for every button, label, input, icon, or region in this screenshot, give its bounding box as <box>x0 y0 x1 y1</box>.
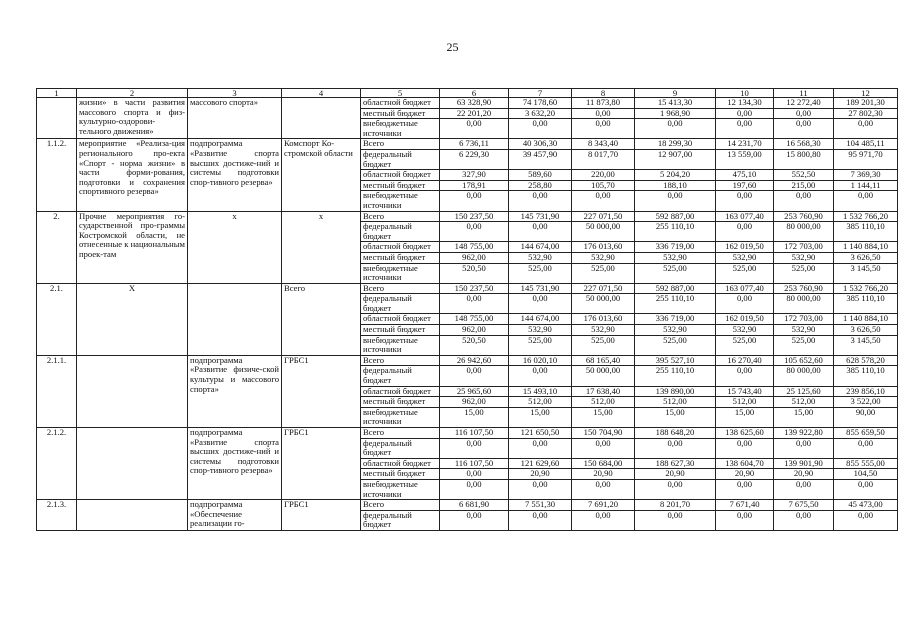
amount-cell: 855 555,00 <box>834 458 898 469</box>
amount-cell: 15 800,80 <box>774 149 834 169</box>
amount-cell: 0,00 <box>572 119 635 139</box>
amount-cell: 148 755,00 <box>440 314 509 325</box>
amount-cell: 50 000,00 <box>572 294 635 314</box>
funding-source: Всего <box>361 355 440 366</box>
amount-cell: 855 659,50 <box>834 428 898 439</box>
amount-cell: 532,90 <box>635 252 716 263</box>
amount-cell: 0,00 <box>834 479 898 499</box>
amount-cell: 13 559,00 <box>716 149 774 169</box>
amount-cell: 163 077,40 <box>716 283 774 294</box>
amount-cell: 385 110,10 <box>834 222 898 242</box>
table-row <box>37 428 898 439</box>
amount-cell: 512,00 <box>635 397 716 408</box>
amount-cell: 0,00 <box>572 108 635 119</box>
amount-cell: 150 684,00 <box>572 458 635 469</box>
amount-cell: 1 968,90 <box>635 108 716 119</box>
row-program: подпрограмма «Развитие физиче-ской культуры и массового спорта» <box>188 355 282 427</box>
amount-cell: 525,00 <box>716 263 774 283</box>
amount-cell: 0,00 <box>834 191 898 211</box>
row-activity-name: Х <box>77 283 188 355</box>
funding-source: местный бюджет <box>361 252 440 263</box>
amount-cell: 0,00 <box>509 479 572 499</box>
amount-cell: 385 110,10 <box>834 294 898 314</box>
column-header: 2 <box>77 89 188 98</box>
funding-source: Всего <box>361 283 440 294</box>
amount-cell: 255 110,10 <box>635 366 716 386</box>
amount-cell: 227 071,50 <box>572 211 635 222</box>
amount-cell: 150 237,50 <box>440 283 509 294</box>
amount-cell: 90,00 <box>834 407 898 427</box>
column-header: 8 <box>572 89 635 98</box>
amount-cell: 6 681,90 <box>440 500 509 511</box>
amount-cell: 0,00 <box>774 119 834 139</box>
column-header: 11 <box>774 89 834 98</box>
amount-cell: 525,00 <box>509 335 572 355</box>
amount-cell: 144 674,00 <box>509 314 572 325</box>
row-program: подпрограмма «Обеспечение реализации го- <box>188 500 282 531</box>
amount-cell: 27 802,30 <box>834 108 898 119</box>
amount-cell: 0,00 <box>774 191 834 211</box>
amount-cell: 8 017,70 <box>572 149 635 169</box>
amount-cell: 12 907,00 <box>635 149 716 169</box>
amount-cell: 15,00 <box>635 407 716 427</box>
amount-cell: 592 887,00 <box>635 283 716 294</box>
amount-cell: 0,00 <box>509 366 572 386</box>
amount-cell: 8 201,70 <box>635 500 716 511</box>
amount-cell: 0,00 <box>635 479 716 499</box>
amount-cell: 74 178,60 <box>509 98 572 109</box>
amount-cell: 15,00 <box>716 407 774 427</box>
amount-cell: 255 110,10 <box>635 294 716 314</box>
amount-cell: 525,00 <box>635 335 716 355</box>
amount-cell: 0,00 <box>834 510 898 530</box>
amount-cell: 40 306,30 <box>509 139 572 150</box>
column-header: 6 <box>440 89 509 98</box>
funding-source: местный бюджет <box>361 325 440 336</box>
amount-cell: 1 532 766,20 <box>834 211 898 222</box>
table-row <box>37 355 898 366</box>
amount-cell: 0,00 <box>440 119 509 139</box>
row-code: 2.1.1. <box>37 355 77 427</box>
row-activity-name <box>77 355 188 427</box>
amount-cell: 0,00 <box>635 510 716 530</box>
funding-source: местный бюджет <box>361 108 440 119</box>
amount-cell: 253 760,90 <box>774 211 834 222</box>
amount-cell: 385 110,10 <box>834 366 898 386</box>
funding-source: федеральный бюджет <box>361 222 440 242</box>
amount-cell: 11 873,80 <box>572 98 635 109</box>
amount-cell: 0,00 <box>774 510 834 530</box>
amount-cell: 215,00 <box>774 180 834 191</box>
row-code: 2. <box>37 211 77 283</box>
amount-cell: 239 856,10 <box>834 386 898 397</box>
amount-cell: 7 675,50 <box>774 500 834 511</box>
funding-source: Всего <box>361 211 440 222</box>
amount-cell: 17 638,40 <box>572 386 635 397</box>
amount-cell: 176 013,60 <box>572 242 635 253</box>
amount-cell: 16 270,40 <box>716 355 774 366</box>
row-program: подпрограмма «Развитие спорта высших достиже-ний и системы подготовки спор-тивного резерва» <box>188 139 282 211</box>
amount-cell: 0,00 <box>716 479 774 499</box>
amount-cell: 14 231,70 <box>716 139 774 150</box>
budget-table <box>36 88 898 531</box>
funding-source: внебюджетные источники <box>361 263 440 283</box>
amount-cell: 50 000,00 <box>572 366 635 386</box>
table-row <box>37 139 898 150</box>
column-header: 5 <box>361 89 440 98</box>
amount-cell: 327,90 <box>440 170 509 181</box>
amount-cell: 255 110,10 <box>635 222 716 242</box>
amount-cell: 589,60 <box>509 170 572 181</box>
amount-cell: 0,00 <box>635 191 716 211</box>
amount-cell: 15,00 <box>774 407 834 427</box>
amount-cell: 0,00 <box>774 438 834 458</box>
amount-cell: 253 760,90 <box>774 283 834 294</box>
amount-cell: 121 650,50 <box>509 428 572 439</box>
amount-cell: 520,50 <box>440 335 509 355</box>
amount-cell: 0,00 <box>509 294 572 314</box>
amount-cell: 525,00 <box>509 263 572 283</box>
funding-source: областной бюджет <box>361 458 440 469</box>
row-executor <box>282 98 361 139</box>
amount-cell: 336 719,00 <box>635 314 716 325</box>
row-code <box>37 98 77 139</box>
amount-cell: 0,00 <box>509 438 572 458</box>
amount-cell: 0,00 <box>716 366 774 386</box>
amount-cell: 188,10 <box>635 180 716 191</box>
column-header: 1 <box>37 89 77 98</box>
amount-cell: 7 369,30 <box>834 170 898 181</box>
amount-cell: 105,70 <box>572 180 635 191</box>
amount-cell: 26 942,60 <box>440 355 509 366</box>
amount-cell: 20,90 <box>774 469 834 480</box>
amount-cell: 532,90 <box>572 252 635 263</box>
amount-cell: 12 272,40 <box>774 98 834 109</box>
amount-cell: 163 077,40 <box>716 211 774 222</box>
amount-cell: 7 551,30 <box>509 500 572 511</box>
amount-cell: 525,00 <box>716 335 774 355</box>
amount-cell: 0,00 <box>440 366 509 386</box>
amount-cell: 1 532 766,20 <box>834 283 898 294</box>
row-program: массового спорта» <box>188 98 282 139</box>
amount-cell: 1 140 884,10 <box>834 314 898 325</box>
amount-cell: 138 604,70 <box>716 458 774 469</box>
amount-cell: 0,00 <box>716 119 774 139</box>
amount-cell: 20,90 <box>716 469 774 480</box>
amount-cell: 8 343,40 <box>572 139 635 150</box>
amount-cell: 532,90 <box>509 325 572 336</box>
amount-cell: 0,00 <box>509 510 572 530</box>
amount-cell: 105 652,60 <box>774 355 834 366</box>
funding-source: областной бюджет <box>361 170 440 181</box>
amount-cell: 0,00 <box>572 438 635 458</box>
amount-cell: 145 731,90 <box>509 283 572 294</box>
amount-cell: 525,00 <box>572 263 635 283</box>
table-row <box>37 283 898 294</box>
amount-cell: 3 522,00 <box>834 397 898 408</box>
amount-cell: 7 691,20 <box>572 500 635 511</box>
amount-cell: 0,00 <box>834 438 898 458</box>
amount-cell: 3 145,50 <box>834 335 898 355</box>
funding-source: федеральный бюджет <box>361 510 440 530</box>
amount-cell: 532,90 <box>635 325 716 336</box>
amount-cell: 3 632,20 <box>509 108 572 119</box>
amount-cell: 16 020,10 <box>509 355 572 366</box>
amount-cell: 520,50 <box>440 263 509 283</box>
funding-source: федеральный бюджет <box>361 438 440 458</box>
amount-cell: 0,00 <box>440 438 509 458</box>
funding-source: Всего <box>361 139 440 150</box>
amount-cell: 162 019,50 <box>716 314 774 325</box>
amount-cell: 512,00 <box>774 397 834 408</box>
amount-cell: 0,00 <box>572 510 635 530</box>
header-row <box>37 89 898 98</box>
amount-cell: 512,00 <box>716 397 774 408</box>
amount-cell: 20,90 <box>635 469 716 480</box>
page-number: 25 <box>446 40 459 54</box>
amount-cell: 172 703,00 <box>774 314 834 325</box>
amount-cell: 0,00 <box>440 510 509 530</box>
funding-source: местный бюджет <box>361 469 440 480</box>
amount-cell: 0,00 <box>774 479 834 499</box>
amount-cell: 962,00 <box>440 397 509 408</box>
funding-source: внебюджетные источники <box>361 191 440 211</box>
funding-source: Всего <box>361 428 440 439</box>
amount-cell: 0,00 <box>509 119 572 139</box>
amount-cell: 0,00 <box>440 479 509 499</box>
amount-cell: 512,00 <box>572 397 635 408</box>
amount-cell: 68 165,40 <box>572 355 635 366</box>
funding-source: федеральный бюджет <box>361 294 440 314</box>
row-code: 2.1.2. <box>37 428 77 500</box>
amount-cell: 336 719,00 <box>635 242 716 253</box>
table-row <box>37 500 898 511</box>
amount-cell: 628 578,20 <box>834 355 898 366</box>
funding-source: областной бюджет <box>361 98 440 109</box>
row-program <box>188 283 282 355</box>
amount-cell: 63 328,90 <box>440 98 509 109</box>
funding-source: Всего <box>361 500 440 511</box>
amount-cell: 188 627,30 <box>635 458 716 469</box>
amount-cell: 116 107,50 <box>440 458 509 469</box>
amount-cell: 178,91 <box>440 180 509 191</box>
row-code: 2.1.3. <box>37 500 77 531</box>
amount-cell: 80 000,00 <box>774 222 834 242</box>
amount-cell: 475,10 <box>716 170 774 181</box>
funding-source: областной бюджет <box>361 386 440 397</box>
amount-cell: 525,00 <box>572 335 635 355</box>
amount-cell: 39 457,90 <box>509 149 572 169</box>
amount-cell: 0,00 <box>572 479 635 499</box>
amount-cell: 50 000,00 <box>572 222 635 242</box>
amount-cell: 172 703,00 <box>774 242 834 253</box>
row-activity-name <box>77 500 188 531</box>
amount-cell: 150 237,50 <box>440 211 509 222</box>
amount-cell: 80 000,00 <box>774 366 834 386</box>
amount-cell: 148 755,00 <box>440 242 509 253</box>
amount-cell: 7 671,40 <box>716 500 774 511</box>
amount-cell: 197,60 <box>716 180 774 191</box>
column-header: 7 <box>509 89 572 98</box>
amount-cell: 3 626,50 <box>834 252 898 263</box>
amount-cell: 22 201,20 <box>440 108 509 119</box>
amount-cell: 0,00 <box>635 119 716 139</box>
amount-cell: 162 019,50 <box>716 242 774 253</box>
amount-cell: 15 743,40 <box>716 386 774 397</box>
amount-cell: 139 922,80 <box>774 428 834 439</box>
amount-cell: 121 629,60 <box>509 458 572 469</box>
amount-cell: 532,90 <box>774 252 834 263</box>
amount-cell: 1 144,11 <box>834 180 898 191</box>
amount-cell: 0,00 <box>716 294 774 314</box>
column-header: 3 <box>188 89 282 98</box>
amount-cell: 25 965,60 <box>440 386 509 397</box>
amount-cell: 1 140 884,10 <box>834 242 898 253</box>
amount-cell: 962,00 <box>440 325 509 336</box>
amount-cell: 512,00 <box>509 397 572 408</box>
row-program: подпрограмма «Развитие спорта высших достиже-ний и системы подготовки спор-тивного резерва» <box>188 428 282 500</box>
amount-cell: 532,90 <box>716 325 774 336</box>
amount-cell: 16 568,30 <box>774 139 834 150</box>
amount-cell: 0,00 <box>834 119 898 139</box>
amount-cell: 104 485,11 <box>834 139 898 150</box>
amount-cell: 15 493,10 <box>509 386 572 397</box>
amount-cell: 525,00 <box>774 335 834 355</box>
amount-cell: 532,90 <box>774 325 834 336</box>
funding-source: внебюджетные источники <box>361 479 440 499</box>
row-executor: ГРБС1 <box>282 428 361 500</box>
amount-cell: 0,00 <box>440 222 509 242</box>
amount-cell: 220,00 <box>572 170 635 181</box>
amount-cell: 20,90 <box>509 469 572 480</box>
amount-cell: 139 901,90 <box>774 458 834 469</box>
row-code: 1.1.2. <box>37 139 77 211</box>
amount-cell: 0,00 <box>716 191 774 211</box>
amount-cell: 0,00 <box>509 191 572 211</box>
amount-cell: 139 890,00 <box>635 386 716 397</box>
column-header: 4 <box>282 89 361 98</box>
amount-cell: 532,90 <box>572 325 635 336</box>
row-executor: Комспорт Ко-стромской области <box>282 139 361 211</box>
row-executor: х <box>282 211 361 283</box>
row-code: 2.1. <box>37 283 77 355</box>
amount-cell: 552,50 <box>774 170 834 181</box>
amount-cell: 525,00 <box>635 263 716 283</box>
amount-cell: 532,90 <box>509 252 572 263</box>
column-header: 12 <box>834 89 898 98</box>
amount-cell: 0,00 <box>440 294 509 314</box>
table-row <box>37 211 898 222</box>
amount-cell: 0,00 <box>440 191 509 211</box>
amount-cell: 592 887,00 <box>635 211 716 222</box>
amount-cell: 138 625,60 <box>716 428 774 439</box>
amount-cell: 189 201,30 <box>834 98 898 109</box>
table-row <box>37 98 898 109</box>
amount-cell: 0,00 <box>774 108 834 119</box>
amount-cell: 12 134,30 <box>716 98 774 109</box>
amount-cell: 116 107,50 <box>440 428 509 439</box>
amount-cell: 25 125,60 <box>774 386 834 397</box>
amount-cell: 0,00 <box>716 510 774 530</box>
amount-cell: 80 000,00 <box>774 294 834 314</box>
funding-source: внебюджетные источники <box>361 335 440 355</box>
row-activity-name: Прочие мероприятия го-сударственной про-граммы Костромской области, не отнесенные к национальным проек-там <box>77 211 188 283</box>
amount-cell: 5 204,20 <box>635 170 716 181</box>
amount-cell: 45 473,00 <box>834 500 898 511</box>
row-activity-name <box>77 428 188 500</box>
amount-cell: 176 013,60 <box>572 314 635 325</box>
amount-cell: 15,00 <box>440 407 509 427</box>
row-activity-name: жизни» в части развития массового спорта и физ-культурно-оздорови-тельного движения» <box>77 98 188 139</box>
amount-cell: 95 971,70 <box>834 149 898 169</box>
amount-cell: 20,90 <box>572 469 635 480</box>
row-executor: Всего <box>282 283 361 355</box>
amount-cell: 3 626,50 <box>834 325 898 336</box>
funding-source: областной бюджет <box>361 242 440 253</box>
amount-cell: 525,00 <box>774 263 834 283</box>
amount-cell: 0,00 <box>716 222 774 242</box>
amount-cell: 18 299,30 <box>635 139 716 150</box>
row-executor: ГРБС1 <box>282 500 361 531</box>
amount-cell: 0,00 <box>509 222 572 242</box>
amount-cell: 145 731,90 <box>509 211 572 222</box>
amount-cell: 3 145,50 <box>834 263 898 283</box>
amount-cell: 104,50 <box>834 469 898 480</box>
funding-source: местный бюджет <box>361 180 440 191</box>
amount-cell: 188 648,20 <box>635 428 716 439</box>
amount-cell: 227 071,50 <box>572 283 635 294</box>
amount-cell: 6 229,30 <box>440 149 509 169</box>
amount-cell: 962,00 <box>440 252 509 263</box>
amount-cell: 150 704,90 <box>572 428 635 439</box>
amount-cell: 0,00 <box>716 108 774 119</box>
funding-source: внебюджетные источники <box>361 407 440 427</box>
amount-cell: 395 527,10 <box>635 355 716 366</box>
column-header: 9 <box>635 89 716 98</box>
row-executor: ГРБС1 <box>282 355 361 427</box>
funding-source: местный бюджет <box>361 397 440 408</box>
funding-source: федеральный бюджет <box>361 366 440 386</box>
amount-cell: 15,00 <box>572 407 635 427</box>
funding-source: федеральный бюджет <box>361 149 440 169</box>
amount-cell: 0,00 <box>716 438 774 458</box>
amount-cell: 144 674,00 <box>509 242 572 253</box>
funding-source: внебюджетные источники <box>361 119 440 139</box>
row-activity-name: мероприятие «Реализа-ция регионального про-екта «Спорт - норма жизни» в части форми-рования, подготовки и сохранения спортивного резерва» <box>77 139 188 211</box>
amount-cell: 258,80 <box>509 180 572 191</box>
amount-cell: 0,00 <box>440 469 509 480</box>
funding-source: областной бюджет <box>361 314 440 325</box>
amount-cell: 6 736,11 <box>440 139 509 150</box>
row-program: х <box>188 211 282 283</box>
amount-cell: 0,00 <box>572 191 635 211</box>
amount-cell: 0,00 <box>635 438 716 458</box>
column-header: 10 <box>716 89 774 98</box>
amount-cell: 15,00 <box>509 407 572 427</box>
amount-cell: 532,90 <box>716 252 774 263</box>
amount-cell: 15 413,30 <box>635 98 716 109</box>
